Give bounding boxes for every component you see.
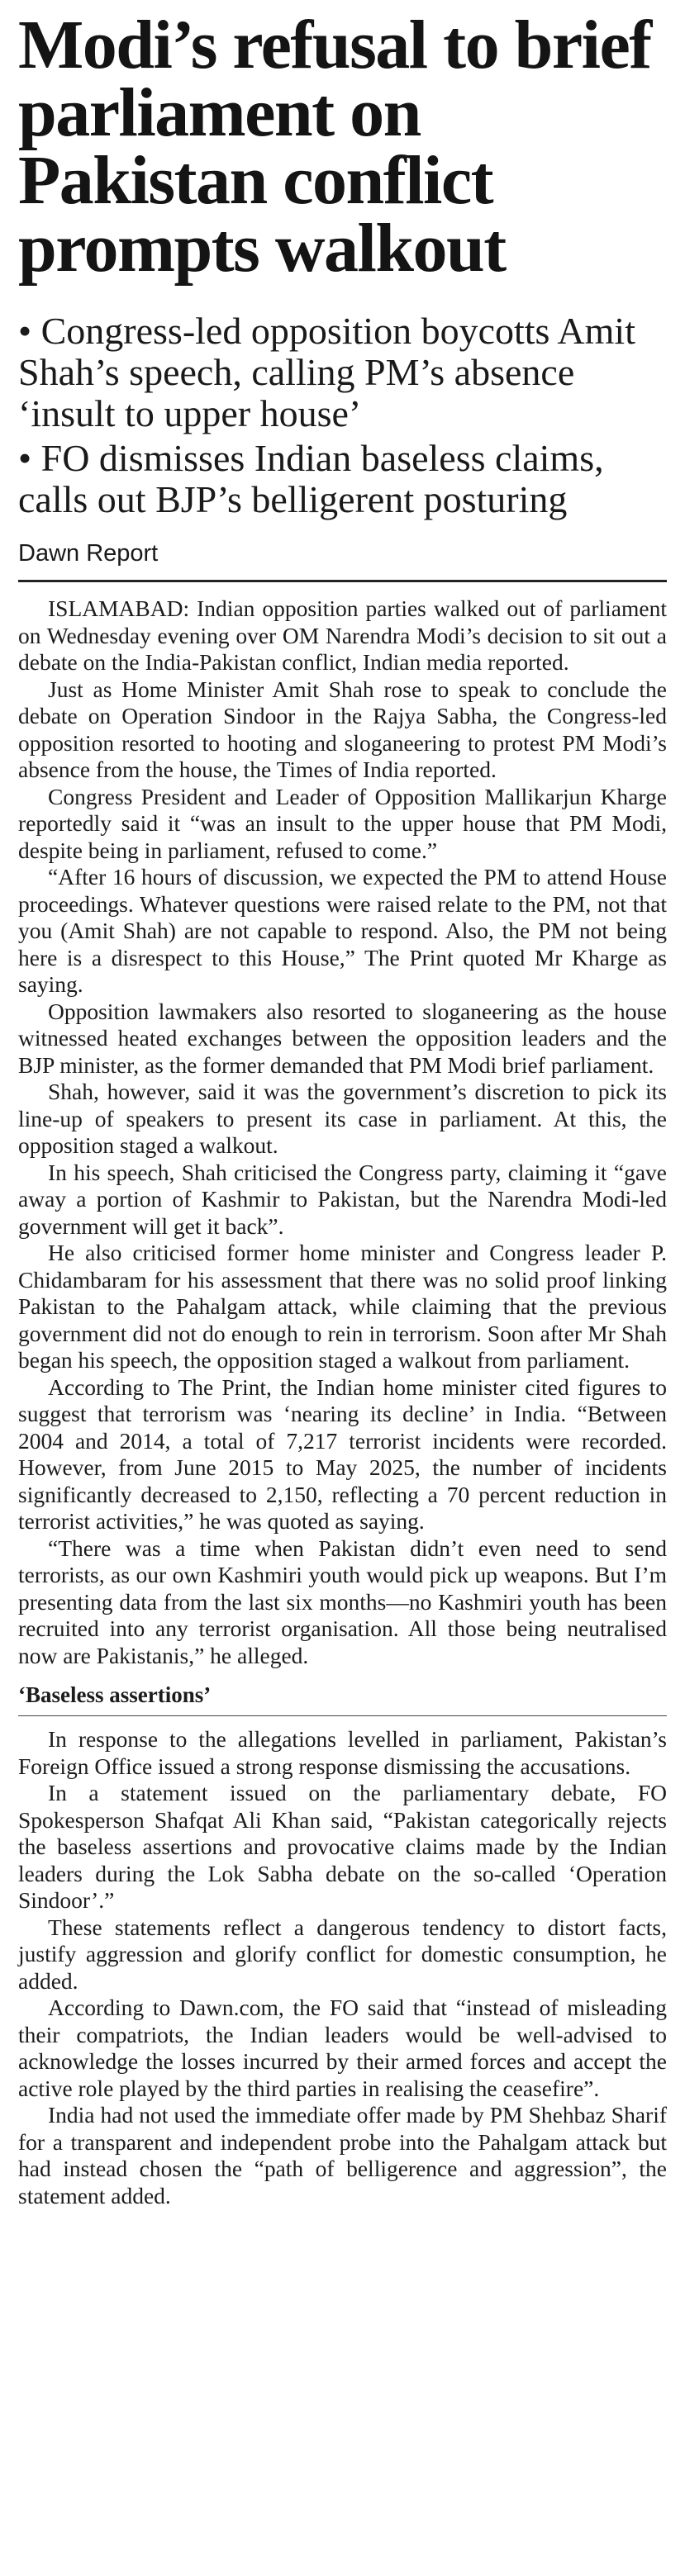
deck-item: • Congress-led opposition boycotts Amit Shah’s speech, calling PM’s absence ‘insult to upper house’ [18,310,635,434]
byline: Dawn Report [18,540,159,567]
subheading: ‘Baseless assertions’ [18,1682,212,1707]
paragraph: Congress President and Leader of Opposition Mallikarjun Kharge reportedly said it “was an insult to the upper house that PM Modi, despite being in parliament, refused to come.” [18,783,667,863]
paragraph: Shah, however, said it was the government’s discretion to pick its line-up of speakers to present its case in parliament. At this, the opposition staged a walkout. [18,1079,667,1158]
paragraph: According to Dawn.com, the FO said that “instead of misleading their compatriots, the Indian leaders would be well-advised to acknowledge the losses incurred by their armed forces and accept the active role played by the third parties in realising the ceasefire”. [18,1995,667,2101]
paragraph: India had not used the immediate offer made by PM Shehbaz Sharif for a transparent and independent probe into the Pahalgam attack but had instead chosen the “path of belligerence and aggression”, the statement added. [18,2102,667,2208]
paragraph: Opposition lawmakers also resorted to sloganeering as the house witnessed heated exchanges between the opposition leaders and the BJP minister, as the former demanded that PM Modi brief parliament. [18,998,667,1078]
paragraph: ISLAMABAD: Indian opposition parties walked out of parliament on Wednesday evening over OM Narendra Modi’s decision to sit out a debate on the India-Pakistan conflict, Indian media reported. [18,595,667,675]
article-body [18,595,667,2209]
paragraph: “After 16 hours of discussion, we expected the PM to attend House proceedings. Whatever questions were raised relate to the PM, not that you (Amit Shah) are not capable to respond. Also, the PM not being here is a disrespect to this House,” The Print quoted Mr Kharge as saying. [18,864,667,997]
paragraph: In response to the allegations levelled in parliament, Pakistan’s Foreign Office issued a strong response dismissing the accusations. [18,1726,667,1779]
paragraph: In his speech, Shah criticised the Congress party, claiming it “gave away a portion of Kashmir to Pakistan, but the Narendra Modi-led government will get it back”. [18,1159,667,1239]
paragraph: “There was a time when Pakistan didn’t even need to send terrorists, as our own Kashmiri youth would pick up weapons. But I’m presenting data from the last six months—no Kashmiri youth has been recruited into any terrorist organisation. All those being neutralised now are Pakistanis,” he alleged. [18,1535,667,1668]
headline: Modi’s refusal to brief parliament on Pakistan conflict prompts walkout [18,7,651,287]
deck-list [18,311,667,520]
deck-item: • FO dismisses Indian baseless claims, calls out BJP’s belligerent posturing [18,437,604,520]
paragraph: In a statement issued on the parliamentary debate, FO Spokesperson Shafqat Ali Khan said, “Pakistan categorically rejects the baseless assertions and provocative claims made by the Indian leaders during the Lok Sabha debate on the so-called ‘Operation Sindoor’.” [18,1780,667,1913]
divider [18,580,667,582]
paragraph: Just as Home Minister Amit Shah rose to speak to conclude the debate on Operation Sindoor in the Rajya Sabha, the Congress-led opposition resorted to hooting and sloganeering to protest PM Modi’s absence from the house, the Times of India reported. [18,676,667,782]
paragraph: According to The Print, the Indian home minister cited figures to suggest that terrorism was ‘nearing its decline’ in India. “Between 2004 and 2014, a total of 7,217 terrorist incidents were recorded. However, from June 2015 to May 2025, the number of incidents significantly decreased to 2,150, reflecting a 70 percent reduction in terrorist activities,” he was quoted as saying. [18,1373,667,1534]
divider [18,1715,667,1716]
paragraph: He also criticised former home minister and Congress leader P. Chidambaram for his assessment that there was no solid proof linking Pakistan to the Pahalgam attack, while claiming that the previous government did not do enough to rein in terrorism. Soon after Mr Shah began his speech, the opposition staged a walkout from parliament. [18,1240,667,1373]
paragraph: These statements reflect a dangerous tendency to distort facts, justify aggression and glorify conflict for domestic consumption, he added. [18,1914,667,1994]
